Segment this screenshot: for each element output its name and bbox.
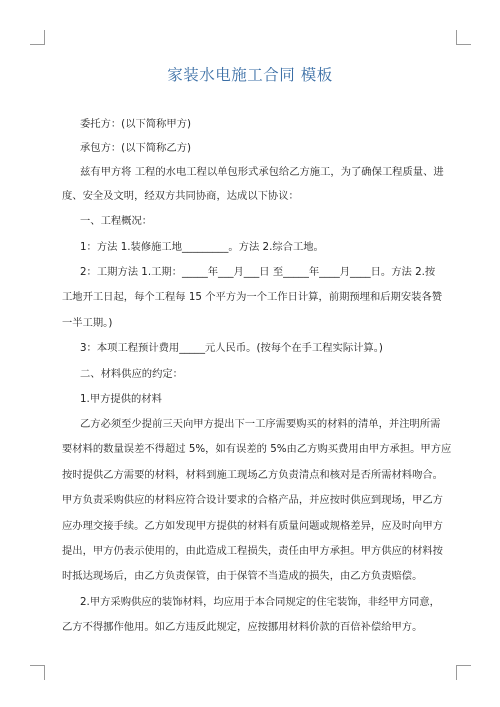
- document-title: 家装水电施工合同 模板: [167, 66, 333, 84]
- section-heading: 二、材料供应的约定：: [80, 368, 183, 380]
- client-line: 委托方：(以下简称甲方): [80, 118, 192, 130]
- clause-line: 一半工期。): [62, 317, 113, 329]
- body-paragraph-line: 时抵达现场后，由乙方负责保管，由于保管不当造成的损失，由乙方负责赔偿。: [62, 570, 423, 582]
- body-paragraph-line: 2.甲方采购供应的装饰材料，均应用于本合同规定的住宅装饰，非经甲方同意，: [80, 596, 440, 608]
- clause-line: 3：本项工程预计费用_____元人民币。(按每个在手工程实际计算。): [80, 342, 383, 354]
- clause-line: 1：方法 1.装修施工地_________。方法 2.综合工地。: [80, 241, 324, 253]
- crop-mark-bottom-right: [456, 665, 471, 680]
- body-paragraph-line: 提出，甲方仍表示使用的，由此造成工程损失，责任由甲方承担。甲方供应的材料按: [62, 545, 443, 557]
- body-paragraph-line: 应办理交接手续。乙方如发现甲方提供的材料有质量问题或规格差异，应及时向甲方: [62, 520, 443, 532]
- crop-mark-bottom-left: [30, 665, 45, 680]
- intro-paragraph-line: 兹有甲方将 工程的水电工程以单包形式承包给乙方施工，为了确保工程质量、进: [80, 166, 444, 178]
- body-paragraph-line: 按时提供乙方需要的材料，材料到施工现场乙方负责清点和核对是否所需材料吻合。: [62, 469, 443, 481]
- clause-line: 工地开工日起，每个工程每 15 个平方为一个工作日计算，前期预埋和后期安装各赞: [62, 291, 443, 303]
- contractor-line: 承包方：(以下简称乙方): [80, 142, 192, 154]
- clause-line: 2：工期方法 1.工期：_____年___月___日 至_____年____月____日。方法 2.按: [80, 266, 436, 278]
- crop-mark-top-left: [30, 30, 45, 45]
- body-paragraph-line: 乙方不得挪作他用。如乙方违反此规定，应按挪用材料价款的百倍补偿给甲方。: [62, 621, 423, 633]
- intro-paragraph-line: 度、安全及文明，经双方共同协商，达成以下协议：: [62, 190, 299, 202]
- body-paragraph-line: 要材料的数量误差不得超过 5%，如有误差的 5%由乙方购买费用由甲方承担。甲方应: [62, 443, 452, 455]
- crop-mark-top-right: [456, 30, 471, 45]
- subsection-heading: 1.甲方提供的材料: [80, 393, 162, 405]
- section-heading: 一、工程概况：: [80, 215, 153, 227]
- body-paragraph-line: 乙方必须至少提前三天向甲方提出下一工序需要购买的材料的清单，并注明所需: [80, 418, 441, 430]
- body-paragraph-line: 甲方负责采购供应的材料应符合设计要求的合格产品，并应按时供应到现场，甲乙方: [62, 494, 443, 506]
